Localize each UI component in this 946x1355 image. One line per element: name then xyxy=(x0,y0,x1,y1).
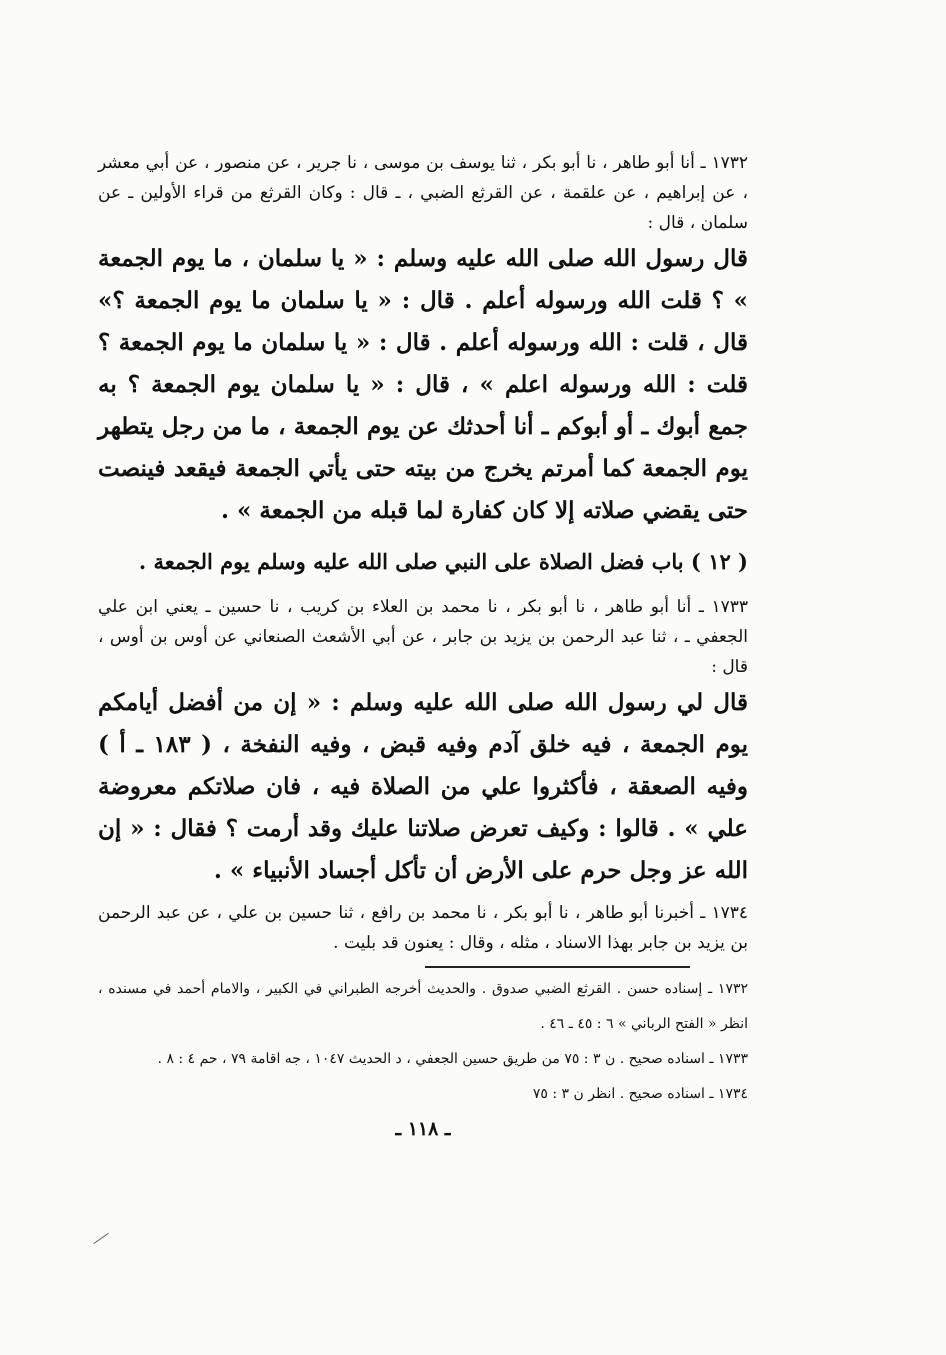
scan-mark xyxy=(93,1233,108,1244)
hadith-1732-text: قال رسول الله صلى الله عليه وسلم : « يا سلمان ، ما يوم الجمعة » ؟ قلت الله ورسوله أعلم . قال : « يا سلمان ما يوم الجمعة ؟» قال ، قلت : الله ورسوله أعلم . قال : « يا سلمان ما يوم الجمعة ؟ قلت : الله ورسوله اعلم » ، قال : « يا سلمان يوم الجمعة ؟ به جمع أبوك ـ أو أبوكم ـ أنا أحدثك عن يوم الجمعة ، ما من رجل يتطهر يوم الجمعة كما أمرتم يخرج من بيته حتى يأتي الجمعة فيقعد فينصت حتى يقضي صلاته إلا كان كفارة لما قبله من الجمعة » . xyxy=(98,245,748,524)
hadith-1732-isnad: ١٧٣٢ ـ أنا أبو طاهر ، نا أبو بكر ، ثنا يوسف بن موسى ، نا جرير ، عن منصور ، عن أبي معشر ، عن إبراهيم ، عن علقمة ، عن القرثع الضبي ، ـ قال : وكان القرثع من قراء الأولين ـ عن سلمان ، قال : xyxy=(98,153,748,233)
chapter-heading: ( ١٢ ) باب فضل الصلاة على النبي صلى الله عليه وسلم يوم الجمعة . xyxy=(138,549,748,574)
footnote-1734: ١٧٣٤ ـ اسناده صحيح . انظر ن ٣ : ٧٥ xyxy=(532,1086,748,1102)
footnote-1733: ١٧٣٣ ـ اسناده صحيح . ن ٣ : ٧٥ من طريق حسين الجعفي ، د الحديث ١٠٤٧ ، جه اقامة ٧٩ ، حم ٤ : ٨ . xyxy=(157,1051,748,1067)
footnote-1732: ١٧٣٢ ـ إسناده حسن . القرثع الضبي صدوق . والحديث أخرجه الطبراني في الكبير ، والامام أحمد في مسنده ، انظر « الفتح الرباني » ٦ : ٤٥ ـ ٤٦ . xyxy=(98,981,748,1032)
footnote-divider xyxy=(425,966,690,968)
hadith-1733-isnad: ١٧٣٣ ـ أنا أبو طاهر ، نا أبو بكر ، نا محمد بن العلاء بن كريب ، نا حسين ـ يعني ابن علي الجعفي ـ ، ثنا عبد الرحمن بن يزيد بن جابر ، عن أبي الأشعث الصنعاني عن أوس بن أوس ، قال : xyxy=(98,597,748,677)
hadith-1733-text: قال لي رسول الله صلى الله عليه وسلم : « إن من أفضل أيامكم يوم الجمعة ، فيه خلق آدم وفيه قبض ، وفيه النفخة ، ( ١٨٣ ـ أ ) وفيه الصعقة ، فأكثروا علي من الصلاة فيه ، فان صلاتكم معروضة علي » . قالوا : وكيف تعرض صلاتنا عليك وقد أرمت ؟ فقال : « إن الله عز وجل حرم على الأرض أن تأكل أجساد الأنبياء » . xyxy=(98,689,748,884)
footnotes xyxy=(98,972,748,1112)
hadith-1734-text: ١٧٣٤ ـ أخبرنا أبو طاهر ، نا أبو بكر ، نا محمد بن رافع ، ثنا حسين بن علي ، عن عبد الرحمن بن يزيد بن جابر بهذا الاسناد ، مثله ، وقال : يعنون قد بليت . xyxy=(98,903,748,953)
book-page xyxy=(98,148,748,1140)
page-number: ـ ١١٨ ـ xyxy=(395,1118,451,1140)
